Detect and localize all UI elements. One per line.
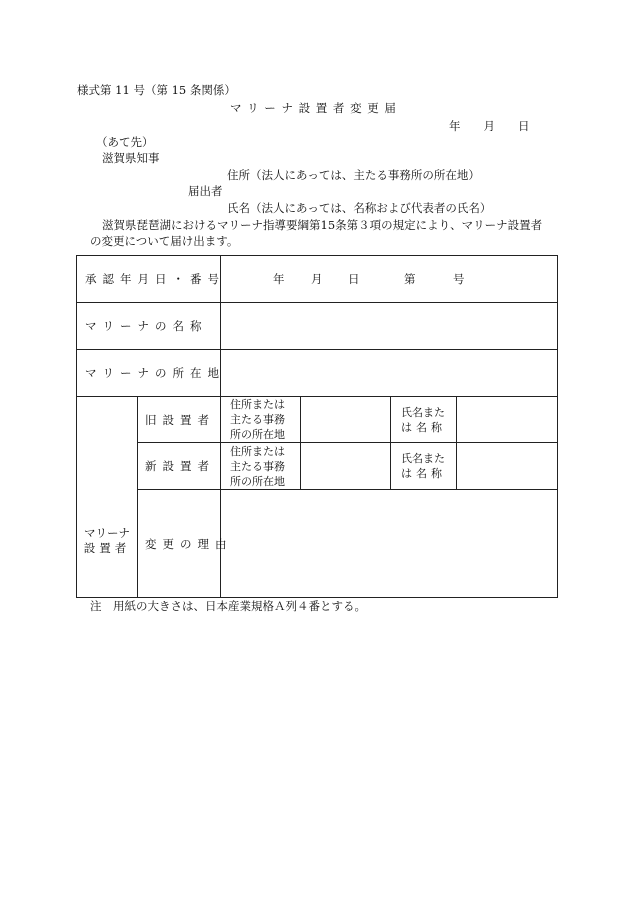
body-text-line1: 滋賀県琵琶湖におけるマリーナ指導要綱第15条第３項の規定により、マリーナ設置者	[102, 218, 543, 232]
old-operator-label: 旧設置者	[138, 397, 221, 443]
new-name-label-line1: 氏名また	[401, 452, 445, 465]
approval-value-cell[interactable]	[221, 256, 558, 303]
operator-label	[77, 397, 138, 598]
approval-month: 月	[311, 272, 323, 286]
old-address-label	[221, 397, 301, 443]
notifier-address: 住所（法人にあっては、主たる事務所の所在地）	[227, 168, 480, 182]
approval-label: 承認年月日・番号	[77, 256, 221, 303]
approval-day: 日	[348, 272, 360, 286]
old-name-label-line2: は名称	[401, 420, 446, 434]
marina-location-label: マリーナの所在地	[77, 350, 221, 397]
new-name-label	[391, 443, 457, 490]
new-operator-label: 新設置者	[138, 443, 221, 490]
notification-form-table	[76, 255, 558, 598]
new-address-label	[221, 443, 301, 490]
form-title: マ リ ー ナ 設 置 者 変 更 届	[230, 101, 397, 115]
notifier-label: 届出者	[188, 184, 223, 198]
operator-label-line1: マリーナ	[84, 526, 130, 540]
new-name-field[interactable]	[457, 443, 558, 490]
operator-label-line2: 設置者	[83, 541, 131, 555]
old-address-label-line1: 住所または	[230, 398, 285, 411]
addressee-label: （あて先）	[96, 135, 154, 149]
change-reason-label: 変更の理由	[138, 490, 221, 598]
approval-no-prefix: 第	[404, 272, 416, 286]
body-text-line2: の変更について届け出ます。	[90, 234, 239, 248]
new-address-label-line1: 住所または	[230, 444, 285, 458]
marina-name-field[interactable]	[221, 303, 558, 350]
addressee-name: 滋賀県知事	[102, 151, 160, 165]
approval-no-suffix: 号	[453, 272, 465, 286]
marina-name-label: マリーナの名称	[77, 303, 221, 350]
new-address-field[interactable]	[301, 443, 391, 490]
form-number: 様式第 11 号（第 15 条関係）	[77, 83, 236, 97]
old-address-field[interactable]	[301, 397, 391, 443]
marina-location-field[interactable]	[221, 350, 558, 397]
date-line: 年 月 日	[449, 119, 530, 133]
new-name-label-line2: は名称	[401, 467, 446, 480]
old-name-field[interactable]	[457, 397, 558, 443]
change-reason-field[interactable]	[221, 490, 558, 598]
old-address-label-line3: 所の所在地	[230, 428, 285, 441]
old-name-label-line1: 氏名また	[401, 405, 445, 419]
old-address-label-line2: 主たる事務	[230, 413, 285, 426]
new-address-label-line2: 主たる事務	[230, 459, 285, 473]
approval-year: 年	[273, 272, 285, 286]
new-address-label-line3: 所の所在地	[230, 474, 285, 488]
old-name-label	[391, 397, 457, 443]
paper-size-note: 注 用紙の大きさは、日本産業規格Ａ列４番とする。	[90, 599, 366, 613]
notifier-name: 氏名（法人にあっては、名称および代表者の氏名）	[227, 201, 492, 215]
